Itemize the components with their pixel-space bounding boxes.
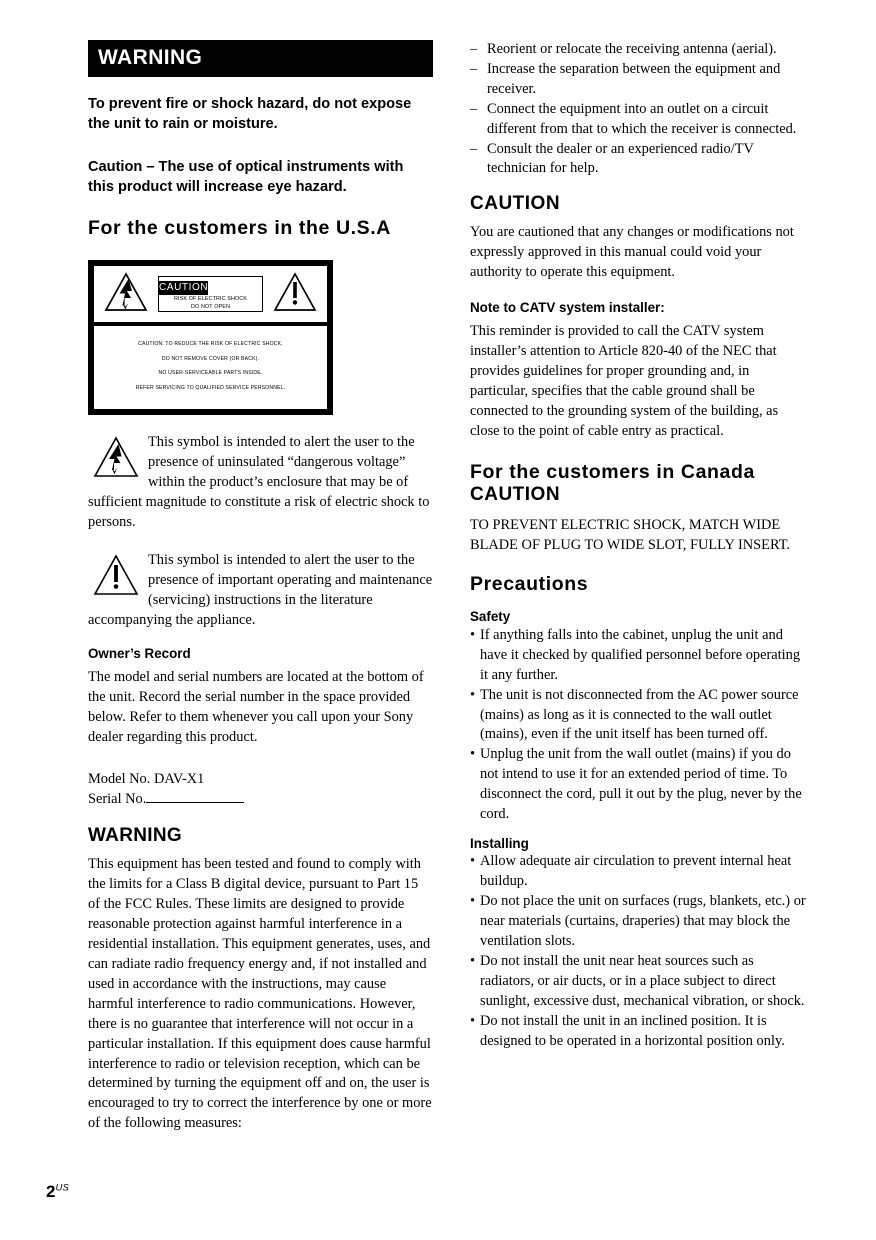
list-item-text: Allow adequate air circulation to prevent internal heat buildup. <box>480 853 792 890</box>
list-item <box>470 60 810 100</box>
lightning-bolt-triangle-icon <box>92 435 140 479</box>
heading-customers-usa: For the customers in the U.S.A <box>88 216 391 239</box>
list-item <box>470 40 810 60</box>
list-item-text: The unit is not disconnected from the AC power source (mains) as long as it is connected to the wall outlet (mains), even if the unit itself has been turned off. <box>480 686 799 743</box>
heading-installing: Installing <box>470 835 529 851</box>
safety-list <box>470 626 810 825</box>
list-item <box>470 745 810 825</box>
bullet-marker: • <box>470 746 476 763</box>
electrical-rating-box <box>88 260 333 415</box>
list-item <box>470 1012 810 1052</box>
serial-number-line <box>88 790 433 810</box>
warning-lead-text: To prevent fire or shock hazard, do not expose the unit to rain or moisture. <box>88 96 412 133</box>
heading-catv-installer: Note to CATV system installer: <box>470 300 665 316</box>
bullet-marker: • <box>470 853 476 870</box>
heading-safety: Safety <box>470 609 511 625</box>
right-column <box>470 40 810 1051</box>
list-item <box>470 140 810 180</box>
dash-marker: – <box>470 41 478 57</box>
bullet-marker: • <box>470 626 476 643</box>
list-item-text: Connect the equipment into an outlet on a circuit different from that to which the receiver is connected. <box>487 100 797 137</box>
list-item-text: Increase the separation between the equipment and receiver. <box>487 60 781 97</box>
serial-number-blank[interactable] <box>146 802 244 803</box>
rating-box-top-row <box>94 266 327 322</box>
exclamation-triangle-icon <box>273 271 317 318</box>
list-item <box>470 852 810 892</box>
lightning-bolt-triangle-icon <box>104 271 148 318</box>
folio-region-suffix: US <box>55 1182 70 1194</box>
fcc-measures-list <box>470 40 810 179</box>
list-item <box>470 100 810 140</box>
list-item-text: Unplug the unit from the wall outlet (mains) if you do not intend to use it for an extended period of time. To disconnect the cord, pull it out by the plug, never by the cord. <box>480 746 802 823</box>
heading-precautions: Precautions <box>470 573 589 596</box>
heading-canada-caution: CAUTION <box>470 484 561 506</box>
warning-banner: WARNING <box>88 40 433 77</box>
symbol-explanation-exclamation <box>88 551 433 631</box>
heading-customers-canada: For the customers in Canada <box>470 460 755 483</box>
symbol-explanation-lightning <box>88 433 433 533</box>
symbol-exclamation-text: This symbol is intended to alert the user to the presence of important operating and maintenance (servicing) instructions in the literature accompanying the appliance. <box>88 551 433 628</box>
dash-marker: – <box>470 60 478 77</box>
dash-marker: – <box>470 140 478 157</box>
owners-record-body: The model and serial numbers are located at the bottom of the unit. Record the serial number in the space provided below. Refer to them whenever you call upon your Sony dealer regarding this product. <box>88 669 424 745</box>
caution-fcc-body: You are cautioned that any changes or modifications not expressly approved in this manual could void your authority to operate this equipment. <box>470 224 794 281</box>
heading-caution-fcc: CAUTION <box>470 193 561 215</box>
bullet-marker: • <box>470 1012 476 1029</box>
list-item-text: Do not install the unit near heat sources such as radiators, or air ducts, or in a place subject to direct sunlight, excessive dust, mechanical vibration, or shock. <box>480 952 805 1009</box>
list-item-text: Do not install the unit in an inclined position. It is designed to be operated in a horizontal position only. <box>480 1012 785 1049</box>
exclamation-triangle-icon <box>92 553 140 597</box>
bullet-marker: • <box>470 893 476 910</box>
canada-caution-body: TO PREVENT ELECTRIC SHOCK, MATCH WIDE BLADE OF PLUG TO WIDE SLOT, FULLY INSERT. <box>470 517 791 554</box>
serial-number-label: Serial No. <box>88 790 147 807</box>
page-folio <box>46 1182 69 1202</box>
caution-label-body: RISK OF ELECTRIC SHOCK DO NOT OPEN <box>159 295 262 311</box>
list-item-text: Reorient or relocate the receiving antenna (aerial). <box>487 41 777 57</box>
heading-owners-record: Owner’s Record <box>88 645 191 661</box>
list-item <box>470 626 810 686</box>
bullet-marker: • <box>470 686 476 703</box>
caution-label-title: CAUTION <box>159 282 209 294</box>
list-item <box>470 686 810 746</box>
list-item-text: Consult the dealer or an experienced radio/TV technician for help. <box>487 140 754 177</box>
list-item-text: If anything falls into the cabinet, unplug the unit and have it checked by qualified personnel before operating it any further. <box>480 626 801 683</box>
folio-number: 2 <box>46 1182 56 1201</box>
model-number-line: Model No. DAV-X1 <box>88 770 205 787</box>
list-item <box>470 892 810 952</box>
dash-marker: – <box>470 100 478 117</box>
list-item <box>470 952 810 1012</box>
symbol-lightning-text: This symbol is intended to alert the user to the presence of uninsulated “dangerous voltage” within the product’s enclosure that may be of sufficient magnitude to constitute a risk of electric shock to persons. <box>88 434 430 531</box>
caution-label <box>158 276 263 312</box>
heading-warning-fcc: WARNING <box>88 825 182 847</box>
installing-list <box>470 852 810 1051</box>
rating-box-instructions: CAUTION: TO REDUCE THE RISK OF ELECTRIC SHOCK, DO NOT REMOVE COVER (OR BACK). NO USER-SERVICEABLE PARTS INSIDE. REFER SERVICING TO QUALIFIED SERVICE PERSONNEL. <box>94 326 327 409</box>
bullet-marker: • <box>470 952 476 969</box>
fcc-compliance-body: This equipment has been tested and found to comply with the limits for a Class B digital device, pursuant to Part 15 of the FCC Rules. These limits are designed to provide reasonable protection against harmful interference in a residential installation. This equipment generates, uses, and can radiate radio frequency energy and, if not installed and used in accordance with the instructions, may cause harmful interference to radio communications. However, there is no guarantee that interference will not occur in a particular installation. If this equipment does cause harmful interference to radio or television reception, which can be determined by turning the equipment off and on, the user is encouraged to try to correct the interference by one or more of the following measures: <box>88 856 432 1132</box>
left-column <box>88 40 433 1134</box>
list-item-text: Do not place the unit on surfaces (rugs, blankets, etc.) or near materials (curtains, draperies) that may block the ventilation slots. <box>480 893 806 950</box>
caution-optical-text: Caution – The use of optical instruments with this product will increase eye hazard. <box>88 158 404 196</box>
catv-installer-body: This reminder is provided to call the CATV system installer’s attention to Article 820-40 of the NEC that provides guidelines for proper grounding and, in particular, specifies that the cable ground shall be connected to the grounding system of the building, as close to the point of cable entry as practical. <box>470 323 779 440</box>
